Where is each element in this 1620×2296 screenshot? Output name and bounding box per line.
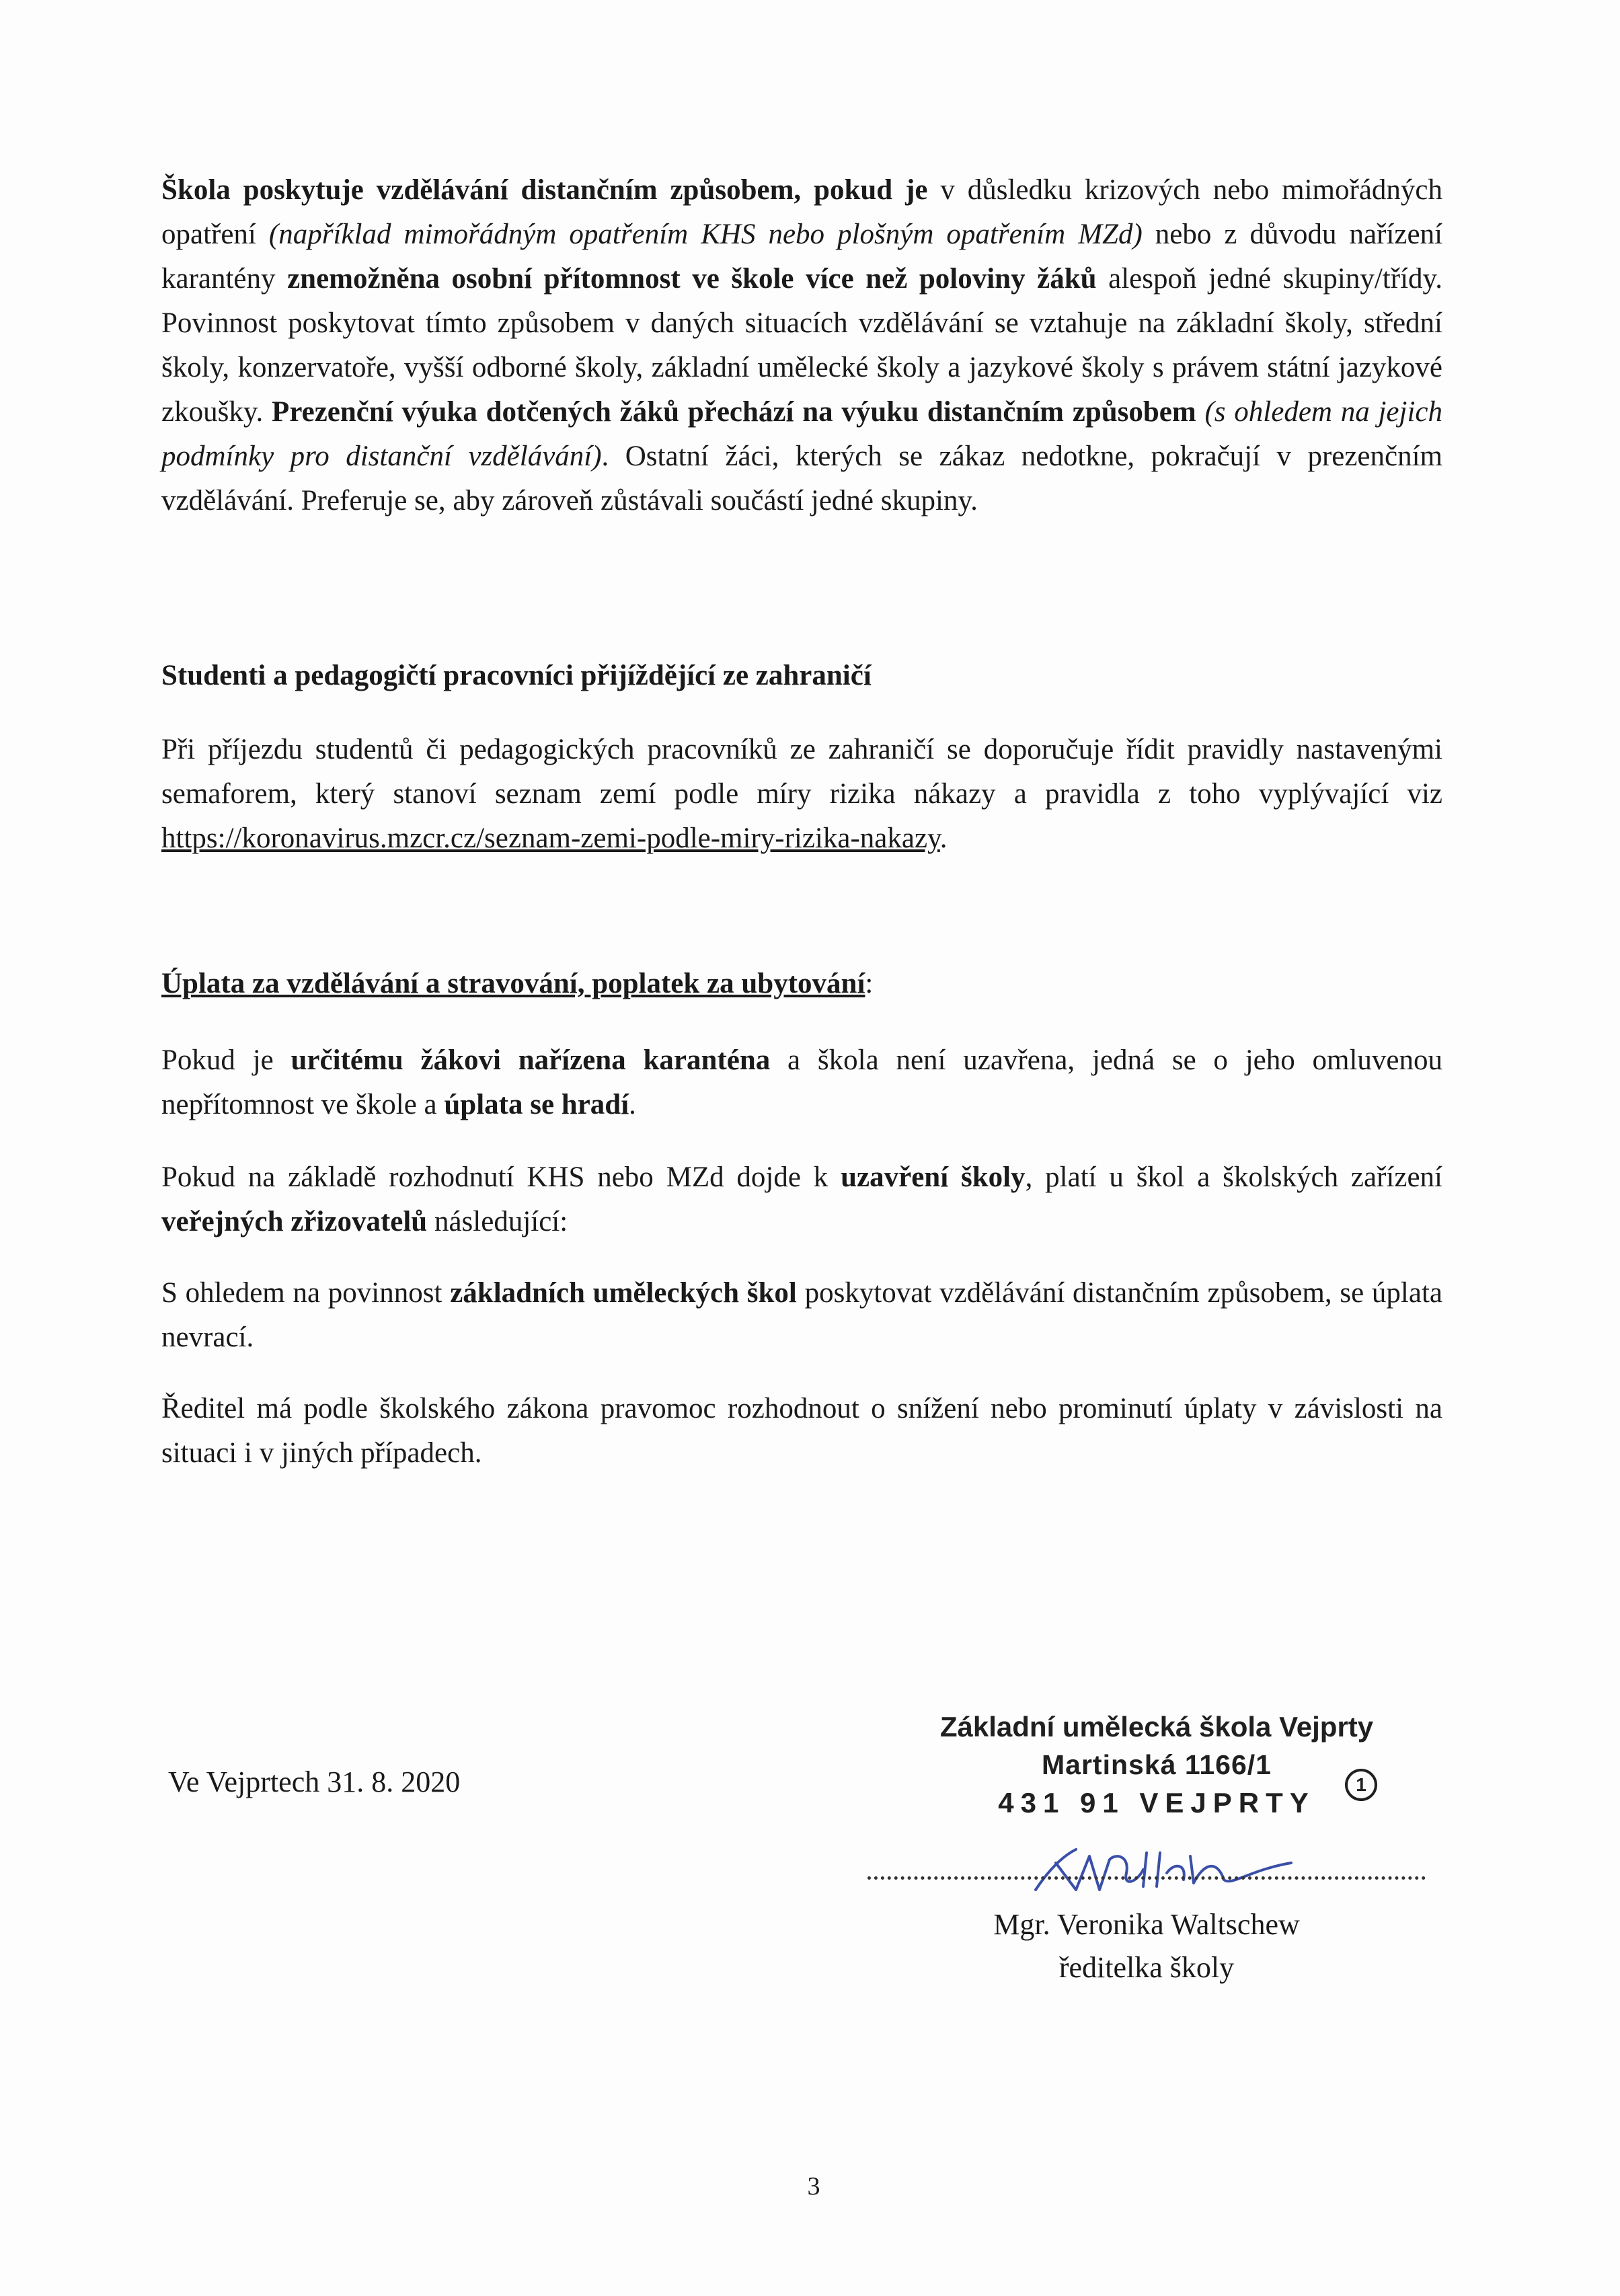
mzcr-link[interactable]: https://koronavirus.mzcr.cz/seznam-zemi-podle-miry-rizika-nakazy bbox=[161, 822, 940, 854]
stamp-line-school: Základní umělecká škola Vejprty bbox=[939, 1711, 1374, 1743]
text: následující: bbox=[427, 1206, 568, 1237]
signer-name: Mgr. Veronika Waltschew bbox=[993, 1908, 1300, 1941]
italic-text: (s ohledem na jejich podmínky pro distanční vzdělávání) bbox=[161, 396, 1442, 472]
paragraph-art-schools bbox=[161, 1271, 1442, 1360]
text: Pokud je bbox=[161, 1044, 291, 1076]
paragraph-school-closure bbox=[161, 1155, 1442, 1244]
heading-colon: : bbox=[865, 968, 874, 999]
italic-text: (například mimořádným opatřením KHS nebo plošným opatřením MZd) bbox=[268, 219, 1143, 250]
bold-text: určitému žákovi nařízena karanténa bbox=[291, 1044, 771, 1076]
school-stamp bbox=[915, 1708, 1399, 1823]
text: S ohledem na povinnost bbox=[161, 1277, 451, 1309]
bold-text: veřejných zřizovatelů bbox=[161, 1206, 428, 1237]
text: . bbox=[939, 822, 948, 854]
text: a škola není uzavřena, jedná se o jeho omluvenou nepřítomnost ve škole a bbox=[161, 1044, 1443, 1120]
text: nebo z důvodu nařízení karantény bbox=[161, 219, 1443, 295]
text: , platí u škol a školských zařízení bbox=[1025, 1161, 1442, 1193]
text: . Ostatní žáci, kterých se zákaz nedotkne, pokračují v prezenčním vzdělávání. Preferuje se, aby zároveň zůstávali součástí jedné skupiny. bbox=[161, 441, 1442, 516]
stamp-line-street: Martinská 1166/1 bbox=[1042, 1749, 1272, 1780]
page-number: 3 bbox=[807, 2172, 820, 2201]
handwritten-signature bbox=[1029, 1843, 1325, 1897]
text: . bbox=[629, 1089, 636, 1120]
place-and-date: Ve Vejprtech 31. 8. 2020 bbox=[168, 1765, 461, 1798]
bold-text: Škola poskytuje vzdělávání distančním způsobem, pokud je bbox=[161, 174, 928, 206]
text: alespoň jedné skupiny/třídy. Povinnost poskytovat tímto způsobem v daných situacích vzdělávání se vztahuje na základní školy, střední školy, konzervatoře, vyšší odborné školy, základní umělecké školy a jazykové školy s právem státní jazykové zkoušky. bbox=[161, 263, 1442, 428]
paragraph-distance-learning bbox=[161, 168, 1442, 523]
paragraph-foreign-arrivals bbox=[161, 728, 1442, 861]
text: Při příjezdu studentů či pedagogických pracovníků ze zahraničí se doporučuje řídit pravidly nastavenými semaforem, který stanoví seznam zemí podle míry rizika nákazy a pravidla z toho vyplývající viz bbox=[161, 734, 1442, 810]
stamp-circle-mark: 1 bbox=[1345, 1769, 1377, 1801]
section-heading-fees bbox=[161, 962, 1442, 1006]
text bbox=[1196, 396, 1205, 428]
paragraph-director: Ředitel má podle školského zákona pravomoc rozhodnout o snížení nebo prominutí úplaty v závislosti na situaci i v jiných případech. bbox=[161, 1393, 1442, 1469]
bold-text: základních uměleckých škol bbox=[450, 1277, 797, 1309]
text: poskytovat vzdělávání distančním způsobem, se úplata nevrací. bbox=[161, 1277, 1442, 1353]
heading-text: Úplata za vzdělávání a stravování, poplatek za ubytování bbox=[161, 968, 865, 999]
bold-text: Prezenční výuka dotčených žáků přechází na výuku distančním způsobem bbox=[272, 396, 1196, 428]
section-heading-foreign-arrivals: Studenti a pedagogičtí pracovníci přijíždějící ze zahraničí bbox=[161, 660, 872, 691]
bold-text: uzavření školy bbox=[841, 1161, 1026, 1193]
stamp-line-city: 431 91 VEJPRTY bbox=[998, 1787, 1315, 1819]
text: v důsledku krizových nebo mimořádných opatření bbox=[161, 174, 1442, 250]
text: Pokud na základě rozhodnutí KHS nebo MZd dojde k bbox=[161, 1161, 841, 1193]
signer-block bbox=[867, 1903, 1426, 1989]
signer-role: ředitelka školy bbox=[1058, 1951, 1235, 1984]
bold-text: znemožněna osobní přítomnost ve škole více než poloviny žáků bbox=[287, 263, 1097, 295]
paragraph-quarantine bbox=[161, 1038, 1442, 1127]
bold-text: úplata se hradí bbox=[444, 1089, 629, 1120]
signature-line bbox=[867, 1876, 1426, 1880]
